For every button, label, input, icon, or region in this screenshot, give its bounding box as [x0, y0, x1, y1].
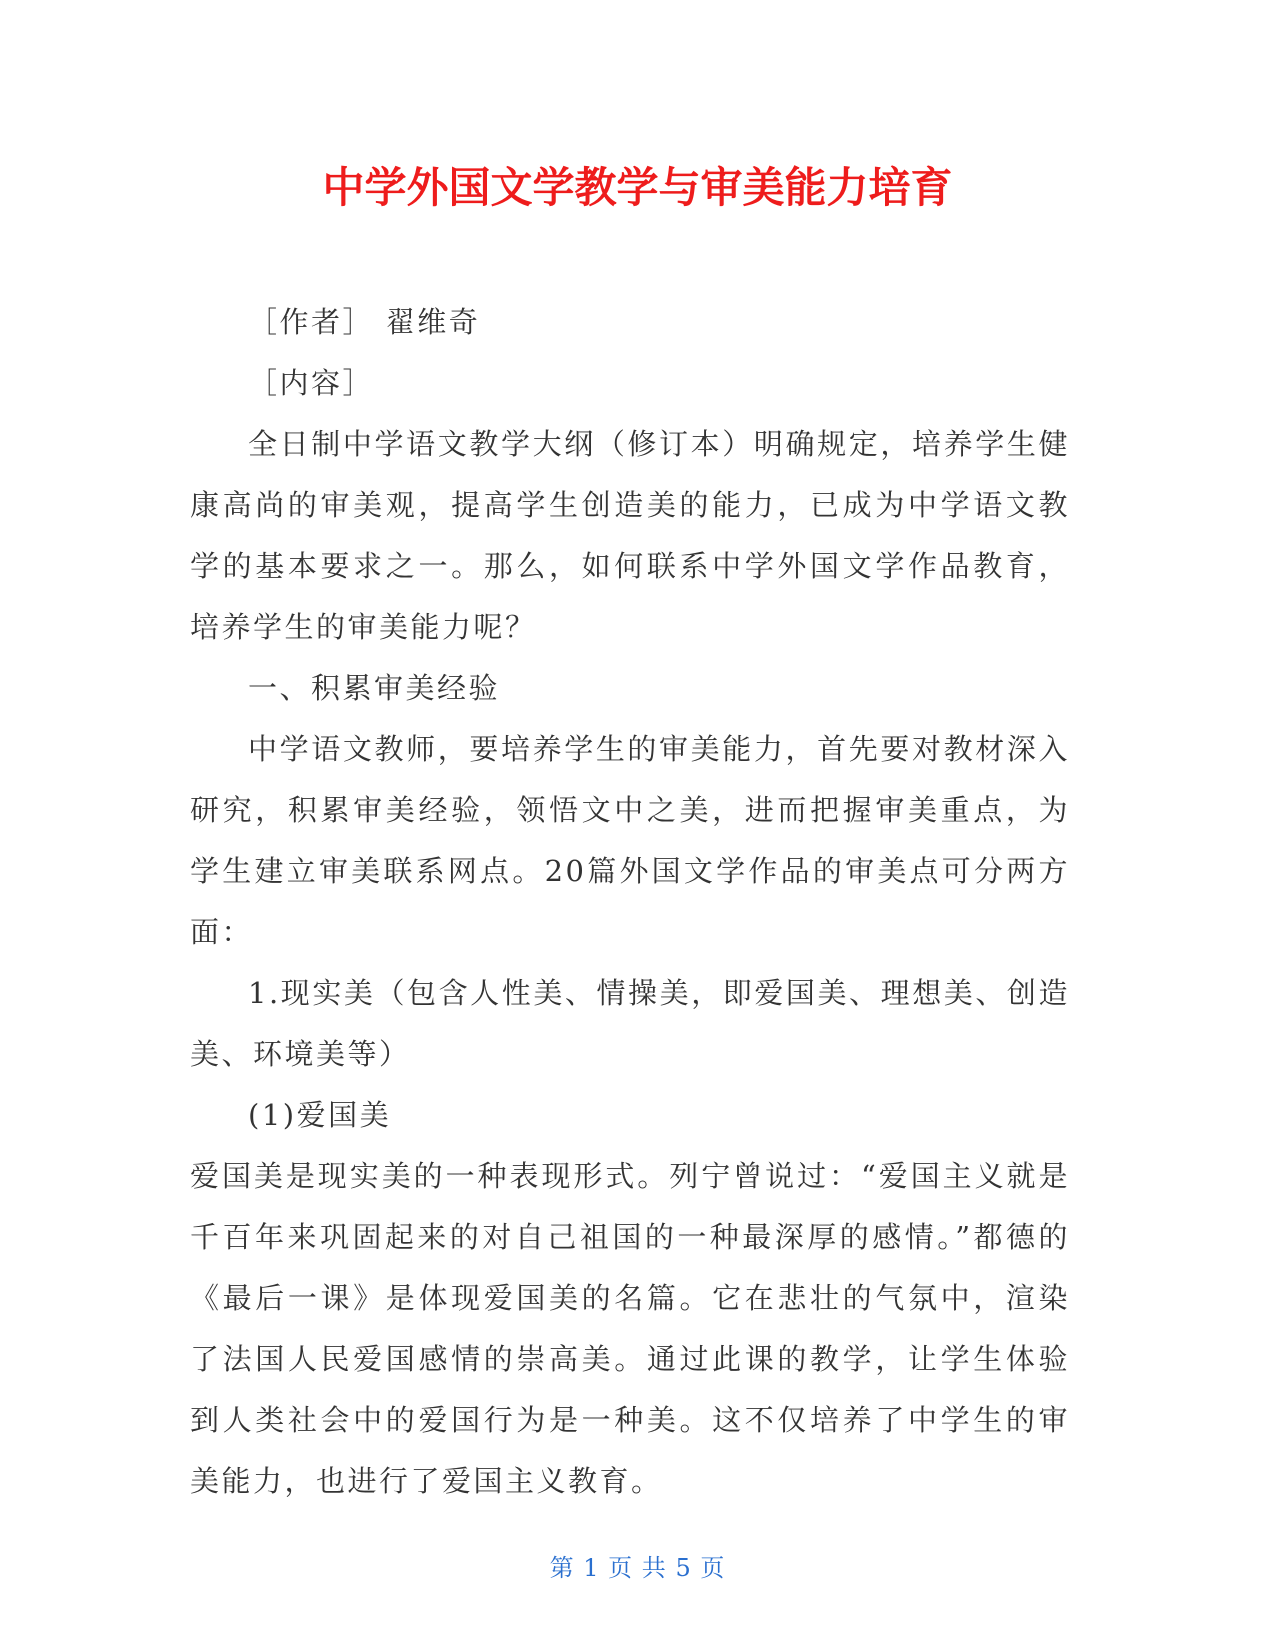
author-line: ［作者］ 翟维奇	[248, 305, 481, 339]
subsection-heading: 1.现实美（包含人性美、情操美，即爱国美、理想美、创造美、环境美等）	[190, 976, 1070, 1071]
page-footer: 第 1 页 共 5 页	[549, 1554, 726, 1582]
subsection-heading: (1)爱国美	[248, 1098, 392, 1132]
document-title: 中学外国文学教学与审美能力培育	[322, 163, 953, 212]
paragraph: 全日制中学语文教学大纲（修订本）明确规定，培养学生健康高尚的审美观，提高学生创造美的能力，已成为中学语文教学的基本要求之一。那么，如何联系中学外国文学作品教育，培养学生的审美能力呢？	[190, 427, 1070, 644]
document-body	[190, 292, 1070, 1512]
content-label: ［内容］	[248, 366, 375, 400]
section-heading: 一、积累审美经验	[248, 671, 501, 705]
paragraph: 中学语文教师，要培养学生的审美能力，首先要对教材深入研究，积累审美经验，领悟文中之美，进而把握审美重点，为学生建立审美联系网点。20篇外国文学作品的审美点可分两方面：	[190, 732, 1070, 949]
paragraph: 爱国美是现实美的一种表现形式。列宁曾说过：“爱国主义就是千百年来巩固起来的对自己祖国的一种最深厚的感情。”都德的《最后一课》是体现爱国美的名篇。它在悲壮的气氛中，渲染了法国人民爱国感情的崇高美。通过此课的教学，让学生体验到人类社会中的爱国行为是一种美。这不仅培养了中学生的审美能力，也进行了爱国主义教育。	[190, 1159, 1070, 1498]
